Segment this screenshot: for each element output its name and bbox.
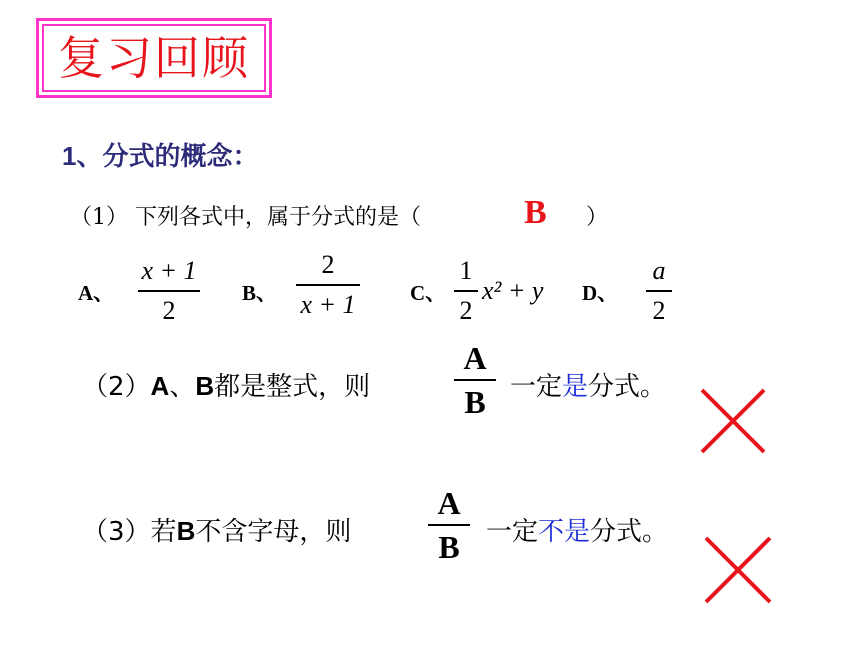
q2-b: B xyxy=(195,371,215,401)
q3-fraction-denominator: B xyxy=(438,529,460,565)
q1-text: 下列各式中，属于分式的是（ xyxy=(135,205,422,230)
option-d-numerator: a xyxy=(652,256,666,285)
section-number: 1、 xyxy=(62,141,103,171)
option-a-letter: A、 xyxy=(78,281,115,305)
section-label: 分式的概念： xyxy=(102,142,259,172)
q2-fraction-numerator: A xyxy=(463,340,487,376)
q3-highlight: 不是 xyxy=(538,517,591,547)
q3-text2: 不含字母，则 xyxy=(195,517,352,547)
q3-text3: 一定 xyxy=(486,517,539,547)
option-b-numerator: 2 xyxy=(321,250,335,279)
fraction-bar xyxy=(454,379,496,381)
q2-conclusion xyxy=(510,366,666,403)
option-c-denominator: 2 xyxy=(459,295,473,325)
q3-prefix: （3） xyxy=(82,517,151,547)
q2-a: A xyxy=(150,371,170,401)
q3-fraction xyxy=(428,485,470,565)
fraction-bar xyxy=(428,524,470,526)
option-d-denominator: 2 xyxy=(652,295,666,325)
option-d-fraction xyxy=(646,256,672,326)
q2-fraction-denominator: B xyxy=(464,384,486,420)
option-c-fraction xyxy=(454,256,478,326)
fraction-bar xyxy=(138,290,200,292)
fraction-bar xyxy=(646,290,672,292)
q3-wrong-cross-icon xyxy=(700,532,776,608)
q1-prompt xyxy=(70,200,421,231)
slide-title: 复习回顾 xyxy=(58,31,250,85)
option-a-numerator: x + 1 xyxy=(141,256,197,285)
option-a-fraction xyxy=(138,256,200,326)
option-c-tail: x² + y xyxy=(482,276,544,305)
q2-text2: 一定 xyxy=(510,372,563,402)
option-b-fraction xyxy=(296,250,360,320)
q3-text1: 若 xyxy=(150,517,177,547)
q1-answer: B xyxy=(524,194,547,231)
q2-text1: 都是整式，则 xyxy=(214,372,371,402)
q3-text4: 分式。 xyxy=(590,517,669,547)
q2-statement xyxy=(82,366,370,403)
option-c-numerator: 1 xyxy=(459,256,473,285)
option-a-denominator: 2 xyxy=(162,295,176,325)
q2-fraction xyxy=(454,340,496,420)
q3-statement xyxy=(82,511,351,548)
q1-prefix: （1） xyxy=(70,205,128,230)
fraction-bar xyxy=(296,284,360,286)
option-b-letter: B、 xyxy=(242,281,278,305)
q2-text3: 分式。 xyxy=(588,372,667,402)
option-c-letter: C、 xyxy=(410,281,447,305)
q3-fraction-numerator: A xyxy=(437,485,461,521)
q3-conclusion xyxy=(486,511,668,548)
q2-wrong-cross-icon xyxy=(696,384,770,458)
q2-highlight: 是 xyxy=(562,372,589,402)
q1-close-paren: ） xyxy=(586,205,609,230)
q2-sep: 、 xyxy=(169,372,196,402)
option-b-denominator: x + 1 xyxy=(300,289,356,319)
fraction-bar xyxy=(454,290,478,292)
q3-b: B xyxy=(176,516,196,546)
option-d-letter: D、 xyxy=(582,281,619,305)
section-heading xyxy=(62,136,258,173)
q2-prefix: （2） xyxy=(82,372,151,402)
